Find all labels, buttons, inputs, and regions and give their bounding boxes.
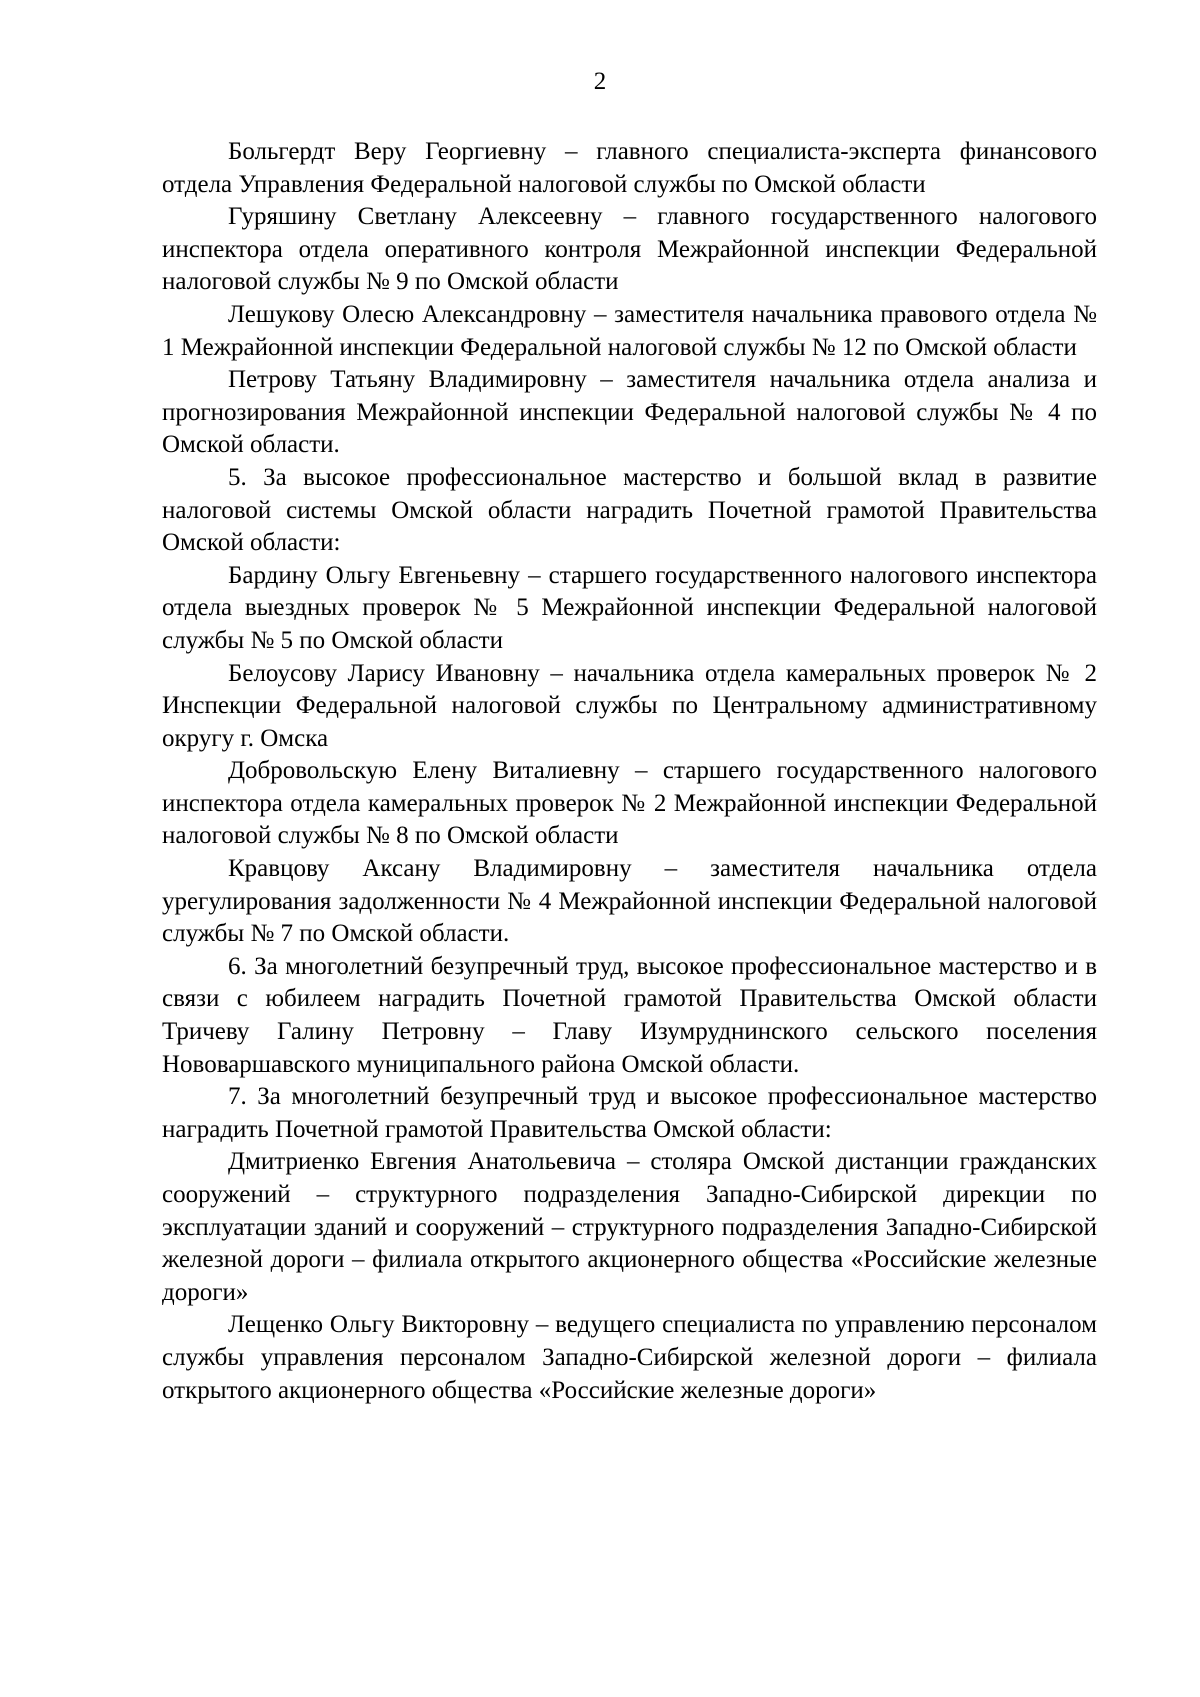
- paragraph-guryashina: Гуряшину Светлану Алексеевну – главного государственного налогового инспектора отдела оперативного контроля Межрайонной инспекции Федеральной налоговой службы № 9 по Омской области: [162, 203, 1097, 296]
- paragraph-bolgerdt: Больгердт Веру Георгиевну – главного специалиста-эксперта финансового отдела Управления Федеральной налоговой службы по Омской области: [162, 138, 1097, 198]
- paragraph-petrova: Петрову Татьяну Владимировну – заместителя начальника отдела анализа и прогнозирования Межрайонной инспекции Федеральной налоговой службы № 4 по Омской области.: [162, 366, 1097, 459]
- paragraph-bardina: Бардину Ольгу Евгеньевну – старшего государственного налогового инспектора отдела выездных проверок № 5 Межрайонной инспекции Федеральной налоговой службы № 5 по Омской области: [162, 561, 1097, 654]
- paragraph-item-5: 5. За высокое профессиональное мастерство и большой вклад в развитие налоговой системы Омской области наградить Почетной грамотой Правительства Омской области:: [162, 463, 1097, 557]
- paragraph-leshukova: Лешукову Олесю Александровну – заместителя начальника правового отдела № 1 Межрайонной инспекции Федеральной налоговой службы № 12 по Омской области: [162, 300, 1097, 361]
- paragraph-dobrovolskaya: Добровольскую Елену Виталиевну – старшего государственного налогового инспектора отдела камеральных проверок № 2 Межрайонной инспекции Федеральной налоговой службы № 8 по Омской области: [162, 757, 1097, 850]
- paragraph-dmitrienko: Дмитриенко Евгения Анатольевича – столяра Омской дистанции гражданских сооружений – структурного подразделения Западно-Сибирской дирекции по эксплуатации зданий и сооружений – структурного подразделения Западно-Сибирской железной дороги – филиала открытого акционерного общества «Российские железные дороги»: [162, 1148, 1097, 1306]
- page-number: 2: [593, 68, 607, 95]
- paragraph-item-7: 7. За многолетний безупречный труд и высокое профессиональное мастерство наградить Почетной грамотой Правительства Омской области:: [162, 1083, 1097, 1143]
- paragraph-leshchenko: Лещенко Ольгу Викторовну – ведущего специалиста по управлению персоналом службы управления персоналом Западно-Сибирской железной дороги – филиала открытого акционерного общества «Российские железные дороги»: [162, 1311, 1097, 1404]
- document-body: [162, 136, 1097, 1407]
- paragraph-kravtsova: Кравцову Аксану Владимировну – заместителя начальника отдела урегулирования задолженности № 4 Межрайонной инспекции Федеральной налоговой службы № 7 по Омской области.: [162, 855, 1097, 948]
- paragraph-belousova: Белоусову Ларису Ивановну – начальника отдела камеральных проверок № 2 Инспекции Федеральной налоговой службы по Центральному административному округу г. Омска: [162, 659, 1097, 752]
- paragraph-item-6: 6. За многолетний безупречный труд, высокое профессиональное мастерство и в связи с юбилеем наградить Почетной грамотой Правительства Омской области Тричеву Галину Петровну – Главу Изумруднинского сельского поселения Нововаршавского муниципального района Омской области.: [162, 952, 1097, 1078]
